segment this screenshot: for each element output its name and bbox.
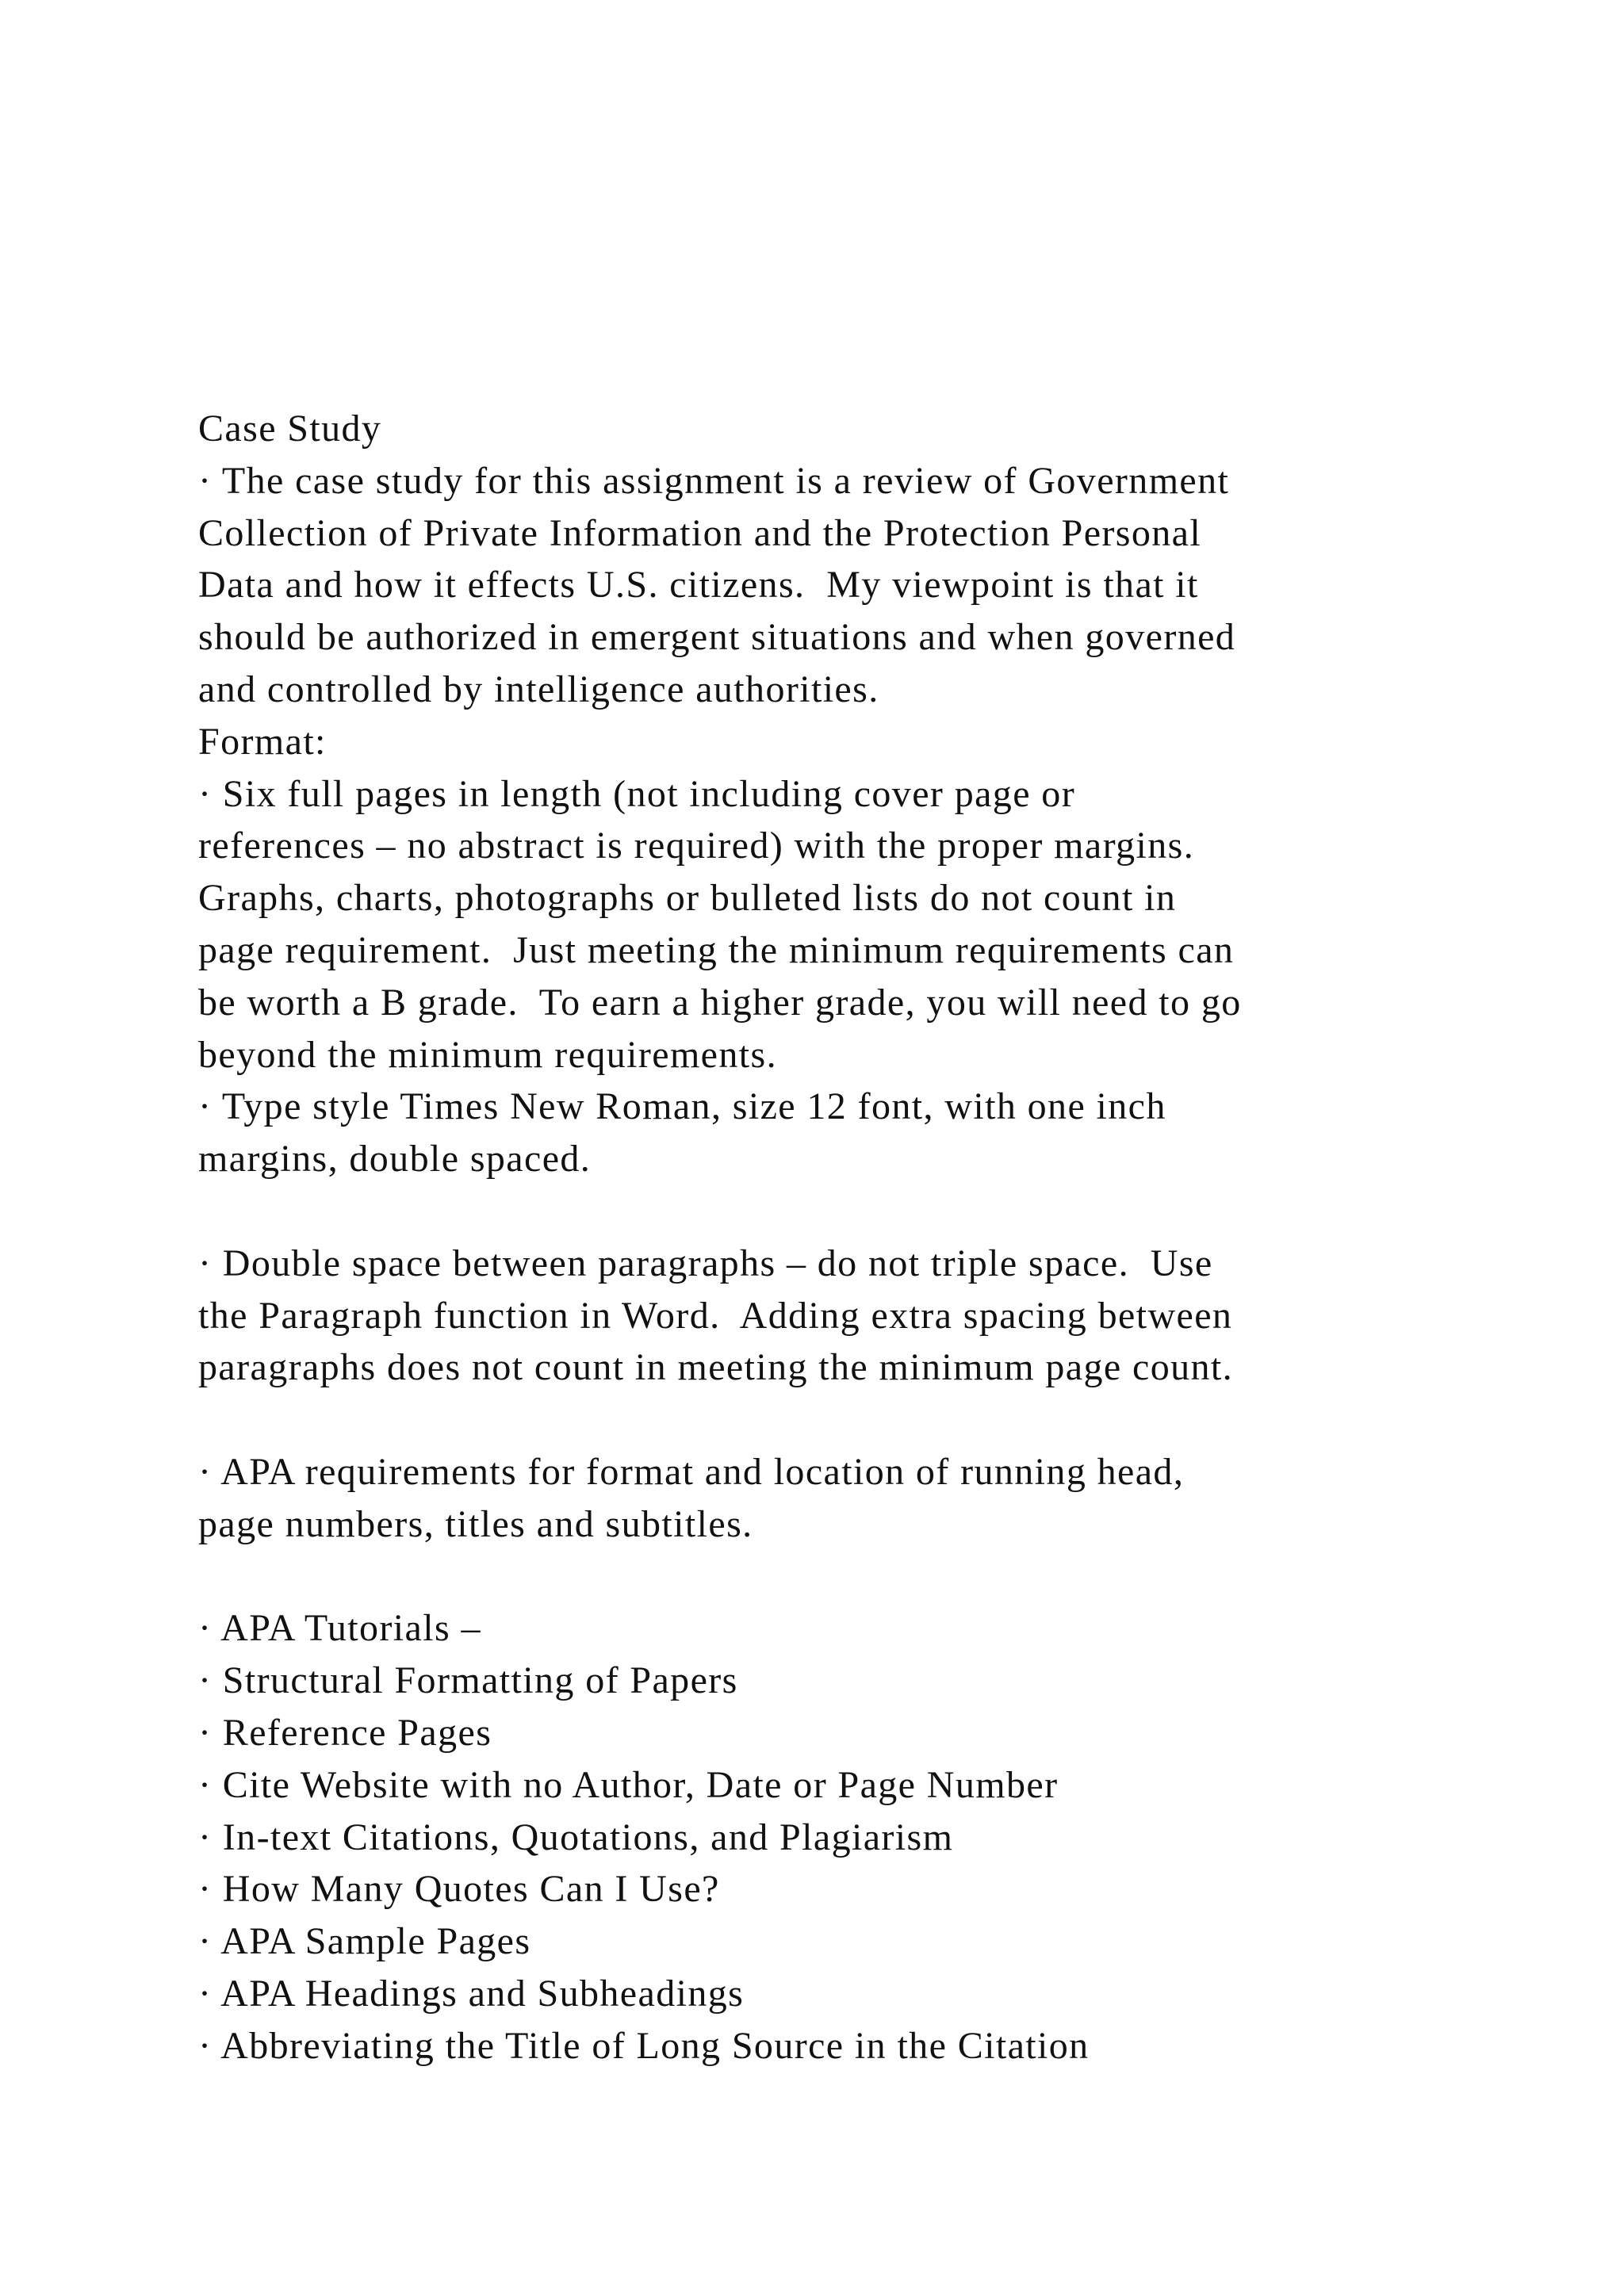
text-line: references – no abstract is required) with the proper margins. bbox=[198, 825, 1195, 867]
list-item: · In-text Citations, Quotations, and Plagiarism bbox=[198, 1816, 954, 1858]
list-item: · APA Tutorials – bbox=[198, 1607, 481, 1650]
text-line: · Six full pages in length (not including cover page or bbox=[198, 772, 1076, 815]
text-line: page numbers, titles and subtitles. bbox=[198, 1502, 753, 1545]
list-item: · APA Headings and Subheadings bbox=[198, 1972, 745, 2015]
text-line: margins, double spaced. bbox=[198, 1138, 592, 1181]
text-line: · Type style Times New Roman, size 12 font, with one inch bbox=[198, 1085, 1166, 1128]
text-line: · Double space between paragraphs – do not triple space. Use bbox=[198, 1242, 1213, 1284]
text-line: paragraphs does not count in meeting the minimum page count. bbox=[198, 1346, 1234, 1389]
list-item: · Reference Pages bbox=[198, 1711, 492, 1754]
blank-line bbox=[198, 1185, 1562, 1238]
text-line: and controlled by intelligence authorities. bbox=[198, 668, 879, 710]
text-line: Graphs, charts, photographs or bulleted lists do not count in bbox=[198, 877, 1177, 920]
text-line: page requirement. Just meeting the minimum requirements can bbox=[198, 928, 1235, 971]
list-item: · Structural Formatting of Papers bbox=[198, 1659, 738, 1702]
text-line: · The case study for this assignment is a review of Government bbox=[198, 459, 1230, 502]
text-line: should be authorized in emergent situations and when governed bbox=[198, 616, 1236, 659]
list-item: · Cite Website with no Author, Date or Page Number bbox=[198, 1763, 1059, 1806]
list-item: · Abbreviating the Title of Long Source in the Citation bbox=[198, 2024, 1090, 2067]
blank-line bbox=[198, 1551, 1562, 1603]
text-line: beyond the minimum requirements. bbox=[198, 1033, 777, 1076]
list-item: · How Many Quotes Can I Use? bbox=[198, 1868, 720, 1911]
text-line: Collection of Private Information and the Protection Personal bbox=[198, 511, 1202, 554]
document-body bbox=[198, 403, 1562, 2072]
text-line: be worth a B grade. To earn a higher grade, you will need to go bbox=[198, 981, 1242, 1024]
heading-format: Format: bbox=[198, 720, 327, 763]
list-item: · APA Sample Pages bbox=[198, 1920, 531, 1963]
text-line: Data and how it effects U.S. citizens. My viewpoint is that it bbox=[198, 564, 1199, 607]
blank-line bbox=[198, 1394, 1562, 1446]
heading-case-study: Case Study bbox=[198, 408, 382, 450]
text-line: the Paragraph function in Word. Adding extra spacing between bbox=[198, 1294, 1233, 1337]
text-line: · APA requirements for format and location of running head, bbox=[198, 1450, 1185, 1493]
